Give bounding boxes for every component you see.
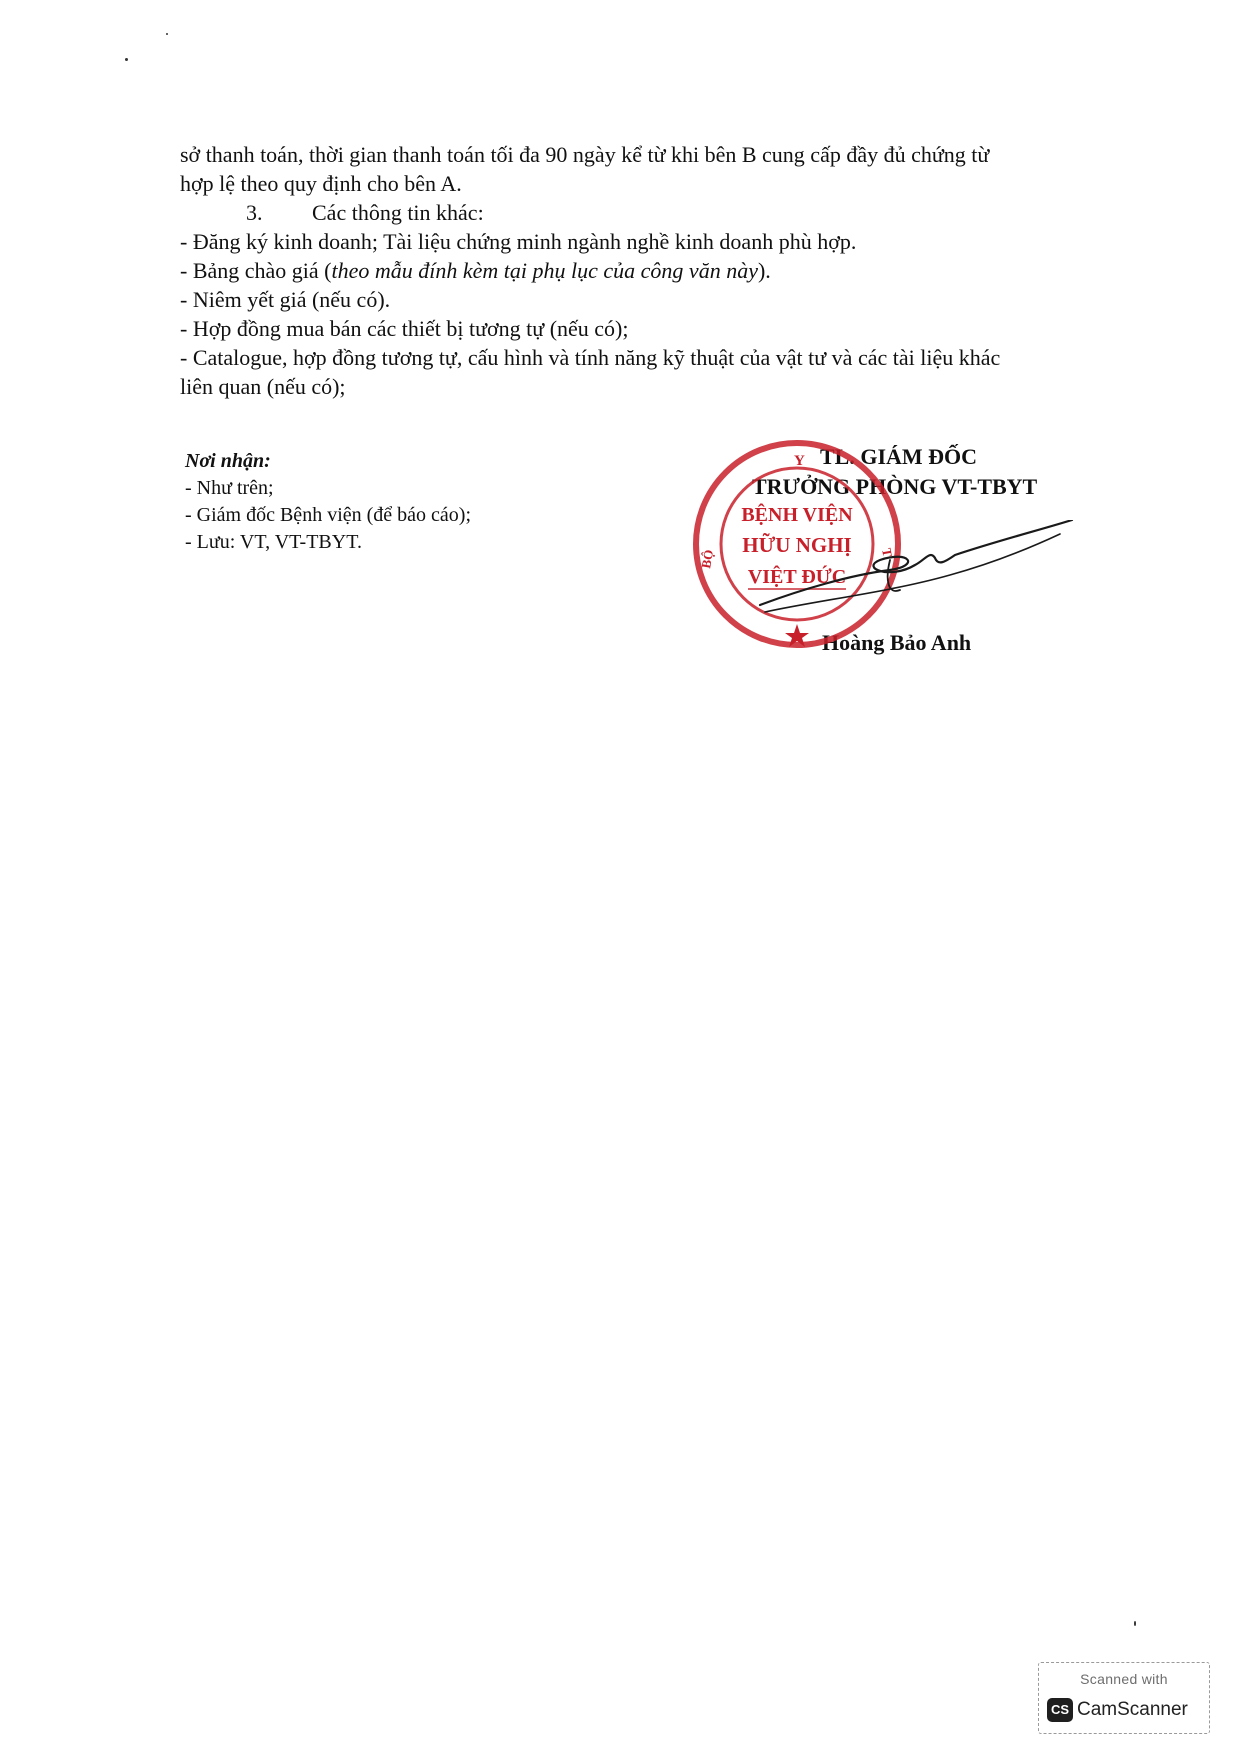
section-number: 3. [246, 200, 263, 225]
camscanner-app-name: CamScanner [1077, 1699, 1188, 1720]
quote-italic: theo mẫu đính kèm tại phụ lục của công văn này [331, 258, 758, 283]
seal-ring-letter: Y [794, 453, 805, 469]
list-item: - Catalogue, hợp đồng tương tự, cấu hình và tính năng kỹ thuật của vật tư và các tài liệu khác [180, 345, 1001, 370]
signer-name: Hoàng Bảo Anh [822, 630, 972, 655]
seal-ring-letter: BỘ [698, 548, 717, 570]
scan-speck [166, 33, 168, 35]
signature-position: TRƯỞNG PHÒNG VT-TBYT [752, 474, 1038, 499]
list-item: liên quan (nếu có); [180, 374, 346, 399]
seal-ring-letter: T [879, 546, 896, 559]
recipient-item: - Lưu: VT, VT-TBYT. [185, 531, 362, 553]
document-body [180, 140, 1100, 401]
list-item-quote [180, 256, 1100, 285]
list-item: - Đăng ký kinh doanh; Tài liệu chứng minh ngành nghề kinh doanh phù hợp. [180, 229, 857, 254]
list-item: - Niêm yết giá (nếu có). [180, 287, 391, 312]
list-item: - Hợp đồng mua bán các thiết bị tương tự (nếu có); [180, 316, 629, 341]
recipients-heading: Nơi nhận: [185, 450, 271, 472]
section-3-heading [180, 198, 1100, 227]
body-paragraph: hợp lệ theo quy định cho bên A. [180, 171, 462, 196]
signature-title: TL. GIÁM ĐỐC [820, 444, 978, 469]
seal-text: HỮU NGHỊ [742, 533, 852, 557]
quote-suffix: ). [757, 258, 771, 283]
recipients-block [185, 448, 585, 556]
camscanner-logo-icon: CS [1047, 1698, 1073, 1722]
recipient-item: - Như trên; [185, 477, 274, 499]
scan-speck [125, 58, 128, 61]
body-paragraph: sở thanh toán, thời gian thanh toán tối đa 90 ngày kể từ khi bên B cung cấp đầy đủ chứng từ [180, 142, 990, 167]
seal-text: VIỆT ĐỨC [747, 566, 847, 588]
scan-speck [1134, 1621, 1136, 1626]
scanned-with-label: Scanned with [1080, 1671, 1168, 1687]
section-title: Các thông tin khác: [312, 200, 484, 225]
recipient-item: - Giám đốc Bệnh viện (để báo cáo); [185, 504, 472, 526]
seal-text: BỆNH VIỆN [741, 504, 853, 526]
quote-prefix: - Bảng chào giá ( [180, 258, 332, 283]
handwritten-signature-icon [740, 520, 1080, 620]
camscanner-badge [1038, 1662, 1210, 1734]
